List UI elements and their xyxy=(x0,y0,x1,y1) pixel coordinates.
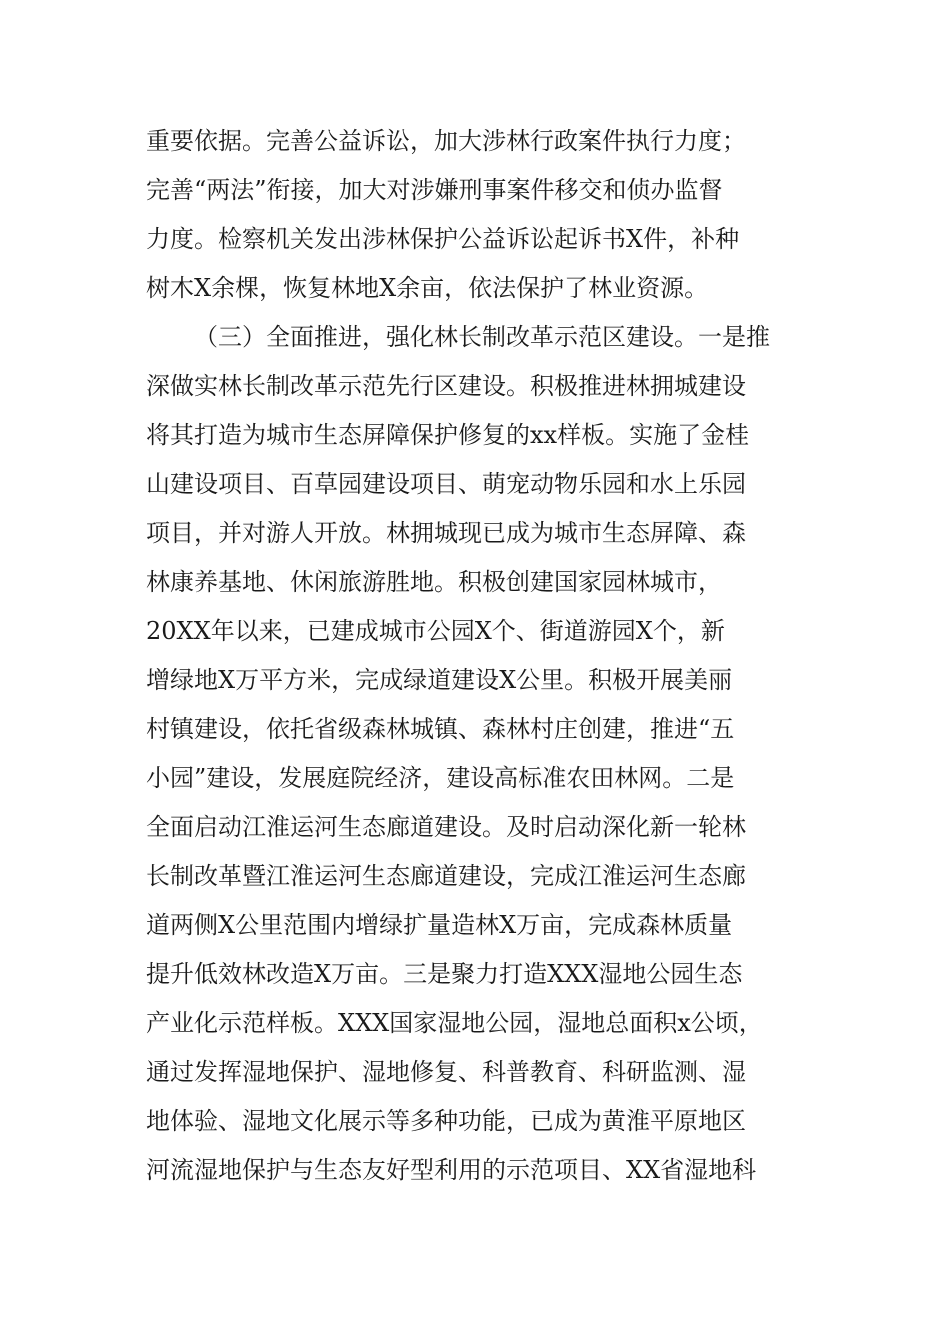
text-line: 通过发挥湿地保护、湿地修复、科普教育、科研监测、湿 xyxy=(146,1058,746,1086)
text-line: 产业化示范样板。XXX国家湿地公园，湿地总面积x公顷， xyxy=(146,1009,763,1037)
text-line: 完善“两法”衔接，加大对涉嫌刑事案件移交和侦办监督 xyxy=(146,176,723,204)
text-line: 力度。检察机关发出涉林保护公益诉讼起诉书X件，补种 xyxy=(146,225,740,253)
text-line: 道两侧X公里范围内增绿扩量造林X万亩，完成森林质量 xyxy=(146,911,733,939)
text-line: 长制改革暨江淮运河生态廊道建设，完成江淮运河生态廊 xyxy=(146,862,746,890)
text-line: 重要依据。完善公益诉讼，加大涉林行政案件执行力度； xyxy=(146,127,746,155)
text-line: 树木X余棵，恢复林地X余亩，依法保护了林业资源。 xyxy=(146,274,709,302)
text-line: 深做实林长制改革示范先行区建设。积极推进林拥城建设 xyxy=(146,372,746,400)
text-line: 林康养基地、休闲旅游胜地。积极创建国家园林城市， xyxy=(146,568,722,596)
text-line: 20XX年以来，已建成城市公园X个、街道游园X个，新 xyxy=(146,617,725,645)
section-heading-line: （三）全面推进，强化林长制改革示范区建设。一是推 xyxy=(194,323,770,351)
text-line: 全面启动江淮运河生态廊道建设。及时启动深化新一轮林 xyxy=(146,813,746,841)
text-line: 山建设项目、百草园建设项目、萌宠动物乐园和水上乐园 xyxy=(146,470,746,498)
text-line: 增绿地X万平方米，完成绿道建设X公里。积极开展美丽 xyxy=(146,666,733,694)
text-line: 小园”建设，发展庭院经济，建设高标准农田林网。二是 xyxy=(146,764,735,792)
text-line: 河流湿地保护与生态友好型利用的示范项目、XX省湿地科 xyxy=(146,1156,757,1184)
text-line: 村镇建设，依托省级森林城镇、森林村庄创建，推进“五 xyxy=(146,715,735,743)
text-line: 提升低效林改造X万亩。三是聚力打造XXX湿地公园生态 xyxy=(146,960,743,988)
text-line: 将其打造为城市生态屏障保护修复的xx样板。实施了金桂 xyxy=(146,421,750,449)
text-line: 地体验、湿地文化展示等多种功能，已成为黄淮平原地区 xyxy=(146,1107,746,1135)
text-line: 项目，并对游人开放。林拥城现已成为城市生态屏障、森 xyxy=(146,519,746,547)
